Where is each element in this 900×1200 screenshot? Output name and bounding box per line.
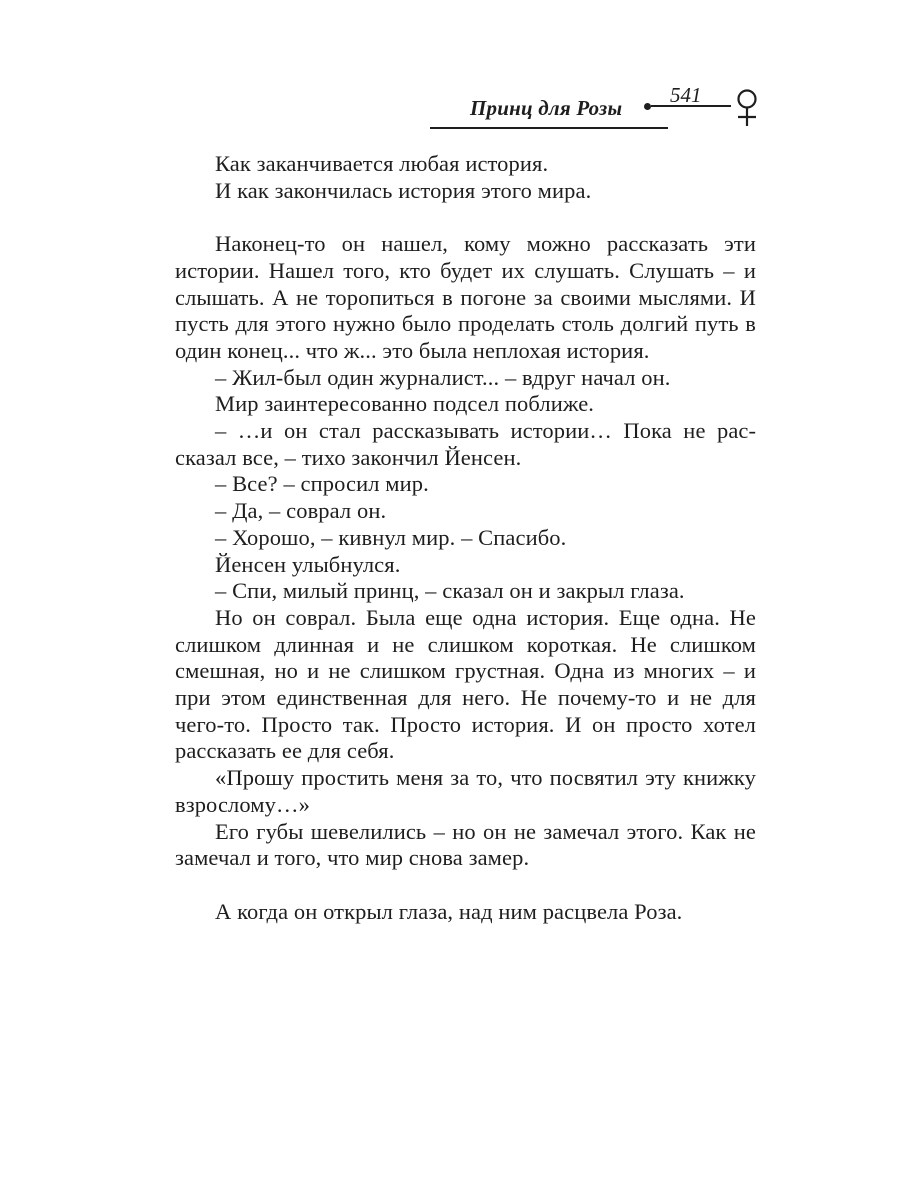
paragraph: – Жил-был один журналист... – вдруг начал он. xyxy=(215,364,671,390)
paragraph: «Прошу простить меня за то, что посвятил эту книжку взрослому…» xyxy=(175,765,756,817)
paragraph: Как заканчивается любая история. xyxy=(215,151,549,176)
body-text xyxy=(175,151,756,925)
paragraph: А когда он открыл глаза, над ним расцвела Роза. xyxy=(215,898,683,924)
paragraph: Его губы шевелились – но он не замечал этого. Как не замечал и того, что мир снова замер. xyxy=(175,818,756,871)
paragraph: Но он соврал. Была еще одна история. Еще одна. Не слишком длинная и не слишком короткая. Не слишком смешная, но и не слишком грустная. Одна из многих – и при этом единственная для него. Не почему-то и не для чего-то. Просто так. Просто история. И он просто хотел рассказать ее для себя. xyxy=(175,604,756,764)
paragraph: Наконец-то он нашел, кому можно рассказать эти истории. Нашел того, кто будет их слушать. Слушать – и слышать. А не торопиться в погоне за своими мыслями. И пусть для этого нужно было проделать столь долгий путь в один конец... что ж... это была неплохая история. xyxy=(175,231,756,363)
paragraph: – Все? – спросил мир. xyxy=(215,471,429,497)
paragraph: И как закончилась история этого мира. xyxy=(215,177,592,203)
paragraph: Мир заинтересованно подсел поближе. xyxy=(215,391,595,417)
paragraph: – Спи, милый принц, – сказал он и закрыл глаза. xyxy=(215,578,685,604)
running-header-title: Принц для Розы xyxy=(470,96,623,120)
paragraph: Йенсен улыбнулся. xyxy=(215,551,401,577)
header-dot xyxy=(644,103,651,110)
venus-icon xyxy=(733,88,761,128)
paragraph: – Да, – соврал он. xyxy=(215,498,387,524)
paragraph: – …и он стал рассказывать истории… Пока не рассказал все, – тихо закончил Йенсен. xyxy=(175,418,756,470)
paragraph: – Хорошо, – кивнул мир. – Спасибо. xyxy=(215,524,567,550)
page-number: 541 xyxy=(670,83,702,107)
header-underline xyxy=(430,127,668,129)
